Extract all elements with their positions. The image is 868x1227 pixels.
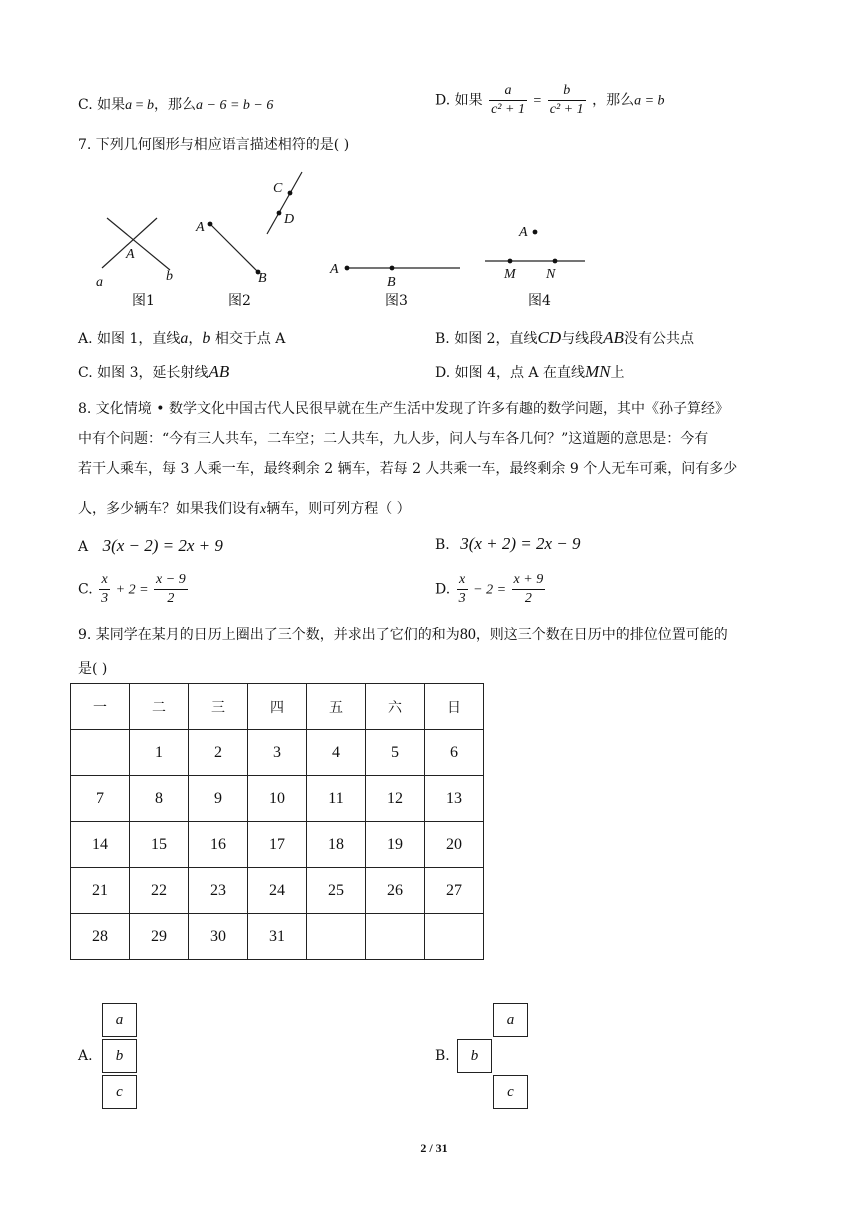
f2-label-C: C [273, 181, 283, 196]
q9-line-1: 9. 某同学在某月的日历上圈出了三个数，并求出了它们的和为80，则这三个数在日历中的排位位置可能的 [78, 626, 728, 643]
calendar-cell: 8 [130, 776, 189, 822]
fraction: $\frac{x}{3}$ [458, 572, 466, 606]
calendar-row [71, 868, 484, 914]
f3-label-A: A [330, 262, 339, 277]
calendar-cell: 12 [366, 776, 425, 822]
fraction: $\frac{x + 9}{2}$ [513, 572, 544, 606]
q9-b-box-b: b [457, 1039, 492, 1073]
calendar-header-cell: 一 [71, 684, 130, 730]
f4-point-m [508, 259, 513, 264]
f3-point-b [390, 266, 395, 271]
page-number: 2 / 31 [420, 1141, 448, 1155]
q8-option-c: C. $\frac{x}{3}$ + 2 = $\frac{x - 9}{2}$ [78, 572, 186, 606]
calendar-cell: 29 [130, 914, 189, 960]
f2-label-B: B [258, 271, 267, 286]
q8-line-1: 8. 文化情境 • 数学文化中国古代人民很早就在生产生活中发现了许多有趣的数学问题，其中《孙子算经》 [78, 401, 729, 417]
calendar-header-row [71, 684, 484, 730]
fraction: $\frac{x - 9}{2}$ [156, 572, 186, 606]
q8-line-3: 若干人乘车，每 3 人乘一车，最终剩余 2 辆车，若每 2 人共乘一车，最终剩余 9 个人无车可乘，问有多少 [78, 461, 738, 477]
q7-option-b: B. 如图 2，直线CD与线段AB没有公共点 [435, 328, 694, 347]
q6-option-d: D. 如果 $\frac{a}{\text{c² + 1}}$ = $\frac{b}{\text{c² + 1}}$ ，那么a = b [435, 83, 665, 117]
f4-point-n [553, 259, 558, 264]
calendar-cell [425, 914, 484, 960]
q8-line-2: 中有个问题：“今有三人共车，二车空；二人共车，九人步，问人与车各几何？”这道题的意思是：今有 [78, 431, 709, 447]
q8-option-b: B. 3(x + 2) = 2x − 9 [435, 534, 581, 553]
f2-point-c [288, 191, 293, 196]
calendar-cell [71, 730, 130, 776]
q9-option-a-label: A. [78, 1048, 93, 1064]
calendar-cell: 13 [425, 776, 484, 822]
f1-line-a [107, 218, 170, 270]
f2-label-A: A [196, 220, 205, 235]
calendar-header-cell: 四 [248, 684, 307, 730]
q9-a-box-a: a [102, 1003, 137, 1037]
fig3-caption: 图3 [385, 293, 408, 309]
q9-b-box-c: c [493, 1075, 528, 1109]
fig1-caption: 图1 [132, 293, 155, 309]
q9-a-box-b: b [102, 1039, 137, 1073]
calendar-cell: 15 [130, 822, 189, 868]
q9-line-2: 是( ) [78, 661, 108, 677]
calendar-cell: 4 [307, 730, 366, 776]
q8-option-d: D. $\frac{x}{3}$ − 2 = $\frac{x + 9}{2}$ [435, 572, 544, 606]
calendar-cell: 25 [307, 868, 366, 914]
fraction: $\frac{b}{\text{c² + 1}}$ [549, 83, 584, 117]
q7-option-c: C. 如图 3，延长射线AB [78, 362, 230, 381]
calendar-cell: 24 [248, 868, 307, 914]
fraction: $\frac{a}{\text{c² + 1}}$ [491, 83, 525, 117]
f2-segment-ab [210, 224, 258, 272]
calendar-cell: 31 [248, 914, 307, 960]
fig2-caption: 图2 [228, 293, 251, 309]
calendar-cell: 5 [366, 730, 425, 776]
f2-point-a [208, 222, 213, 227]
f1-label-b: b [166, 269, 173, 284]
calendar-cell: 2 [189, 730, 248, 776]
fraction: $\frac{x}{3}$ [101, 572, 109, 606]
calendar-cell: 28 [71, 914, 130, 960]
f4-point-a [533, 230, 538, 235]
calendar-cell: 21 [71, 868, 130, 914]
f3-point-a [345, 266, 350, 271]
q6-option-c: C. 如果a = b，那么a − 6 = b − 6 [78, 97, 274, 113]
q7-option-a: A. 如图 1，直线a，b 相交于点 A [78, 330, 286, 347]
calendar-cell: 30 [189, 914, 248, 960]
q8-option-a: A 3(x − 2) = 2x + 9 [78, 536, 223, 555]
calendar-cell: 11 [307, 776, 366, 822]
f3-label-B: B [387, 275, 396, 290]
calendar-header-cell: 三 [189, 684, 248, 730]
q9-a-box-c: c [102, 1075, 137, 1109]
calendar-cell: 18 [307, 822, 366, 868]
f1-label-a: a [96, 275, 103, 290]
calendar-cell: 14 [71, 822, 130, 868]
calendar-header-cell: 五 [307, 684, 366, 730]
calendar-cell: 22 [130, 868, 189, 914]
f4-label-A: A [519, 225, 528, 240]
calendar-cell: 26 [366, 868, 425, 914]
f4-label-N: N [546, 267, 556, 282]
calendar-cell: 16 [189, 822, 248, 868]
calendar-cell: 23 [189, 868, 248, 914]
calendar-header-cell: 二 [130, 684, 189, 730]
q9-option-b-label: B. [435, 1048, 450, 1064]
f1-label-A: A [126, 247, 135, 262]
calendar-cell: 10 [248, 776, 307, 822]
calendar-cell [307, 914, 366, 960]
q7-figures [80, 170, 600, 315]
f2-label-D: D [284, 212, 295, 227]
f2-point-d [277, 211, 282, 216]
calendar-row [71, 776, 484, 822]
calendar-cell: 27 [425, 868, 484, 914]
calendar-row [71, 822, 484, 868]
calendar-cell: 20 [425, 822, 484, 868]
calendar-cell: 17 [248, 822, 307, 868]
calendar-table [70, 683, 484, 960]
q7-stem: 7. 下列几何图形与相应语言描述相符的是( ) [78, 137, 350, 153]
calendar-row [71, 730, 484, 776]
calendar-cell: 19 [366, 822, 425, 868]
calendar-cell: 1 [130, 730, 189, 776]
q8-line-4: 人，多少辆车？如果我们设有x辆车，则可列方程（ ） [78, 501, 411, 517]
calendar-cell: 3 [248, 730, 307, 776]
q7-option-d: D. 如图 4，点 A 在直线MN上 [435, 362, 625, 381]
calendar-cell: 9 [189, 776, 248, 822]
calendar-header-cell: 日 [425, 684, 484, 730]
calendar-cell: 7 [71, 776, 130, 822]
calendar-row [71, 914, 484, 960]
calendar-cell [366, 914, 425, 960]
calendar-header-cell: 六 [366, 684, 425, 730]
calendar-cell: 6 [425, 730, 484, 776]
fig4-caption: 图4 [528, 293, 551, 309]
q9-b-box-a: a [493, 1003, 528, 1037]
f4-label-M: M [504, 267, 516, 282]
